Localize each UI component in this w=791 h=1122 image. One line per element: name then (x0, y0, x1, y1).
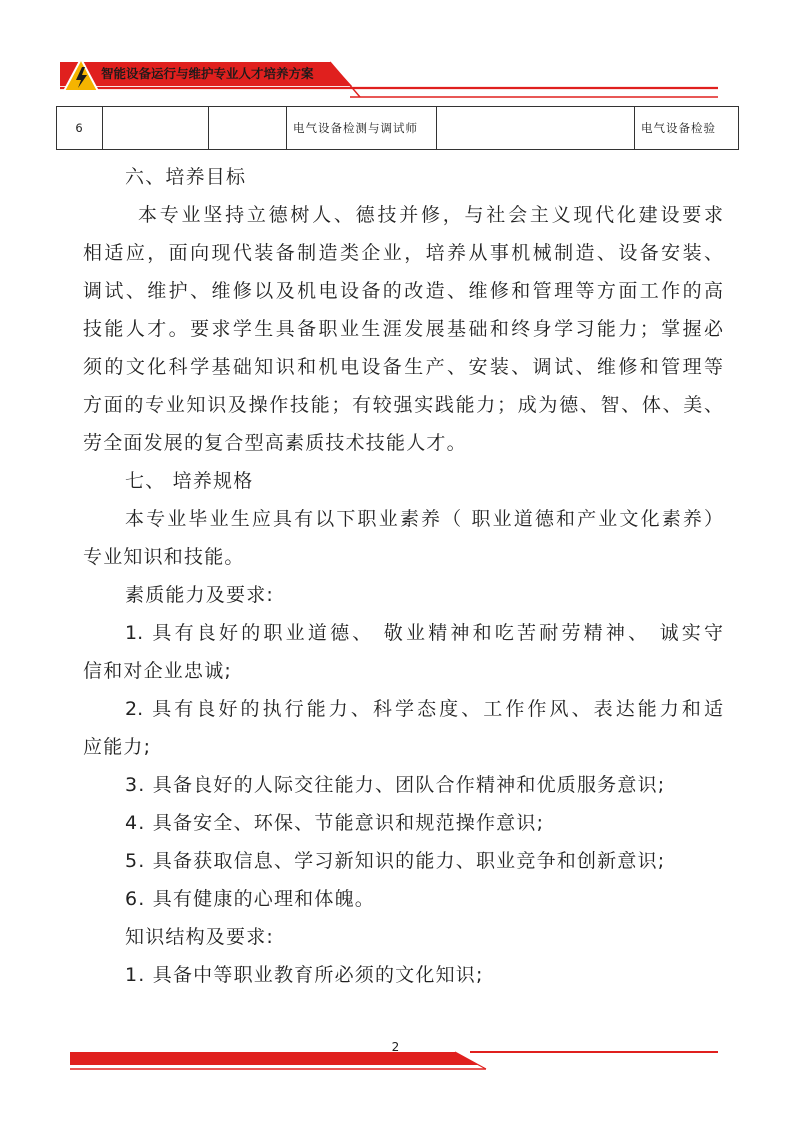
table-cell (103, 107, 209, 150)
header-title: 智能设备运行与维护专业人才培养方案 (101, 66, 314, 81)
paragraph-line: 本专业毕业生应具有以下职业素养（ 职业道德和产业文化素养） (125, 508, 723, 530)
list-item: 3. 具备良好的人际交往能力、团队合作精神和优质服务意识; (125, 774, 666, 796)
footer-decoration (0, 1030, 791, 1090)
paragraph-line: 调试、维护、维修以及机电设备的改造、维修和管理等方面工作的高 (83, 280, 723, 302)
list-item: 5. 具备获取信息、学习新知识的能力、职业竞争和创新意识; (125, 850, 666, 872)
paragraph-line: 劳全面发展的复合型高素质技术技能人才。 (83, 432, 467, 454)
list-item-continuation: 信和对企业忠诚; (83, 660, 233, 682)
section-heading-training-goals: 六、培养目标 (125, 166, 247, 188)
paragraph-line: 相适应，面向现代装备制造类企业，培养从事机械制造、设备安装、 (83, 242, 723, 264)
list-item: 1. 具备中等职业教育所必须的文化知识; (125, 964, 484, 986)
header-decoration (0, 0, 791, 110)
paragraph-line: 技能人才。要求学生具备职业生涯发展基础和终身学习能力；掌握必 (83, 318, 723, 340)
section-heading-training-spec: 七、 培养规格 (125, 470, 254, 492)
paragraph-line: 专业知识和技能。 (83, 546, 245, 568)
table-row (57, 107, 739, 150)
list-item: 4. 具备安全、环保、节能意识和规范操作意识; (125, 812, 545, 834)
subheading-knowledge: 知识结构及要求: (125, 926, 275, 948)
occupation-name-cell: 电气设备检测与调试师 (287, 107, 437, 150)
paragraph-line: 方面的专业知识及操作技能；有较强实践能力；成为德、智、体、美、 (83, 394, 723, 416)
certificate-cell: 电气设备检验 (635, 107, 739, 150)
list-item: 6. 具有健康的心理和体魄。 (125, 888, 375, 910)
occupation-table (56, 106, 739, 150)
paragraph-line: 本专业坚持立德树人、德技并修，与社会主义现代化建设要求 (138, 204, 723, 226)
document-body (83, 158, 723, 994)
paragraph-line: 须的文化科学基础知识和机电设备生产、安装、调试、维修和管理等 (83, 356, 723, 378)
list-item-continuation: 应能力; (83, 736, 152, 758)
list-item: 2. 具有良好的执行能力、科学态度、工作作风、表达能力和适 (125, 698, 723, 720)
table-cell (437, 107, 635, 150)
page-header (0, 0, 791, 110)
list-item: 1. 具有良好的职业道德、 敬业精神和吃苦耐劳精神、 诚实守 (125, 622, 723, 644)
subheading-quality: 素质能力及要求: (125, 584, 275, 606)
page-number: 2 (391, 1040, 400, 1054)
row-number: 6 (57, 107, 103, 150)
table-cell (209, 107, 287, 150)
lightning-warning-icon (61, 56, 101, 96)
page-footer (0, 1030, 791, 1090)
